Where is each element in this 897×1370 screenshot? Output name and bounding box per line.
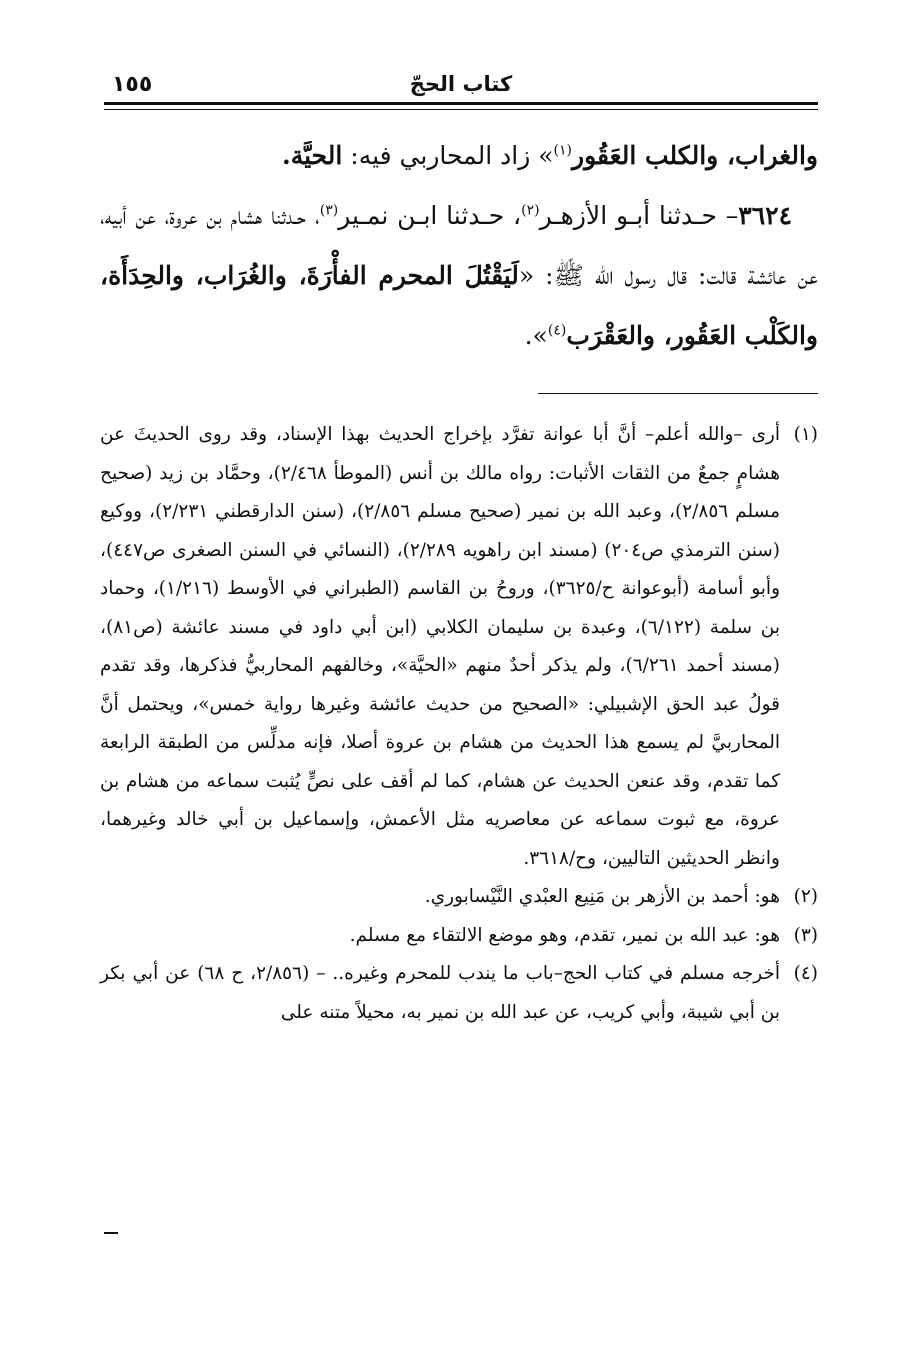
- continuation-mark: [104, 1232, 118, 1234]
- text-run: والغراب، والكلب العَقُور: [572, 141, 818, 170]
- hadith-matn: لَيَقْتُلَ المحرم الفأْرَةَ، والغُرَاب، والحِدَأَة، والكَلْب العَقُور، والعَقْرَب: [100, 261, 818, 350]
- page-header: [104, 72, 818, 106]
- footnote-3: [100, 917, 818, 956]
- footnote-ref: (٢): [521, 202, 540, 219]
- footnote-1: [100, 416, 818, 878]
- footnote-marker: (١): [793, 424, 818, 445]
- footnote-2: [100, 878, 818, 917]
- footnote-text: أخرجه مسلم في كتاب الحج–باب ما يندب للمحرم وغيره.. – (٢/٨٥٦، ح ٦٨) عن أبي بكر بن أبي شيبة، وأبي كريب، عن عبد الله بن نمير به، محيلاً متنه على: [100, 963, 780, 1023]
- footnotes: [100, 416, 818, 1032]
- text-run: » زاد المحاربي فيه:: [342, 141, 554, 170]
- header-rule-thick: [104, 102, 818, 105]
- text-run: الحيَّة.: [281, 141, 343, 170]
- footnote-text: هو: أحمد بن الأزهر بن مَنِيع العبْدي النَّيْسابوري.: [424, 886, 780, 907]
- hadith-text: [100, 126, 818, 366]
- footnote-text: هو: عبد الله بن نمير، تقدم، وهو موضع الالتقاء مع مسلم.: [349, 924, 780, 946]
- footnote-4: [100, 955, 818, 1032]
- footnote-ref: (٣): [319, 202, 339, 219]
- footnote-marker: (٤): [793, 963, 818, 984]
- running-title: كتاب الحجّ: [409, 72, 513, 96]
- header-rule-thin: [104, 109, 818, 110]
- footnote-ref: (١): [553, 142, 573, 159]
- text-run: ، حـدثنا ابـن نمـير: [338, 201, 522, 230]
- footnote-marker: (٣): [793, 924, 818, 946]
- hadith-number: ٣٦٢٤: [738, 201, 792, 230]
- footnote-separator: [538, 393, 818, 394]
- hadith-3624: [100, 186, 818, 366]
- footnote-ref: (٤): [547, 322, 567, 339]
- text-run: ».: [524, 321, 548, 350]
- footnote-marker: (٢): [793, 886, 818, 907]
- text-run: ، حـدثنا هشام بن عروة، عن أبيه، عن عائشة قالت: قال رسول الله ﷺ: «: [100, 201, 818, 290]
- page-number: ١٥٥: [112, 72, 153, 97]
- hadith-previous-ending: [100, 126, 818, 186]
- footnote-text: أرى –والله أعلم– أنَّ أبا عوانة تفرَّد بإخراج الحديث بهذا الإسناد، وقد روى الحديثَ عن هشامٍ جمعٌ من الثقات الأثبات: رواه مالك بن أنس (الموطأ ٢/٤٦٨)، وحمَّاد بن زيد (صحيح مسلم ٢/٨٥٦)، وعبد الله بن نمير (صحيح مسلم ٢/٨٥٦)، (سنن الدارقطني ٢/٢٣١)، ووكيع (سنن الترمذي ص٢٠٤) (مسند ابن راهويه ٢/٢٨٩)، (النسائي في السنن الصغرى ص٤٤٧)، وأبو أسامة (أبوعوانة ح/٣٦٢٥)، وروحُ بن القاسم (الطبراني في الأوسط (١/٢١٦)، وحماد بن سلمة (٦/١٢٢)، وعبدة بن سليمان الكلابي (ابن أبي داود في مسند عائشة (ص٨١)، (مسند أحمد ٦/٢٦١)، ولم يذكر أحدٌ منهم «الحيَّة»، وخالفهم المحاربيُّ فذكرها، وقد تقدم قولُ عبد الحق الإشبيلي: «الصحيح من حديث عائشة وغيرها رواية خمس»، ويحتمل أنَّ المحاربيَّ لم يسمع هذا الحديث من هشام بن عروة أصلا، فإنه مدلِّس من الطبقة الرابعة كما تقدم، وقد عنعن الحديث عن هشام، كما لم أقف على نصٍّ يُثبت سماعه من هشام بن عروة، مع ثبوت سماعه عن معاصريه مثل الأعمش، وإسماعيل بن أبي خالد وغيرهما، وانظر الحديثين التاليين، وح/٣٦١٨.: [100, 424, 781, 869]
- text-run: – حـدثنا أبـو الأزهـر: [539, 201, 739, 230]
